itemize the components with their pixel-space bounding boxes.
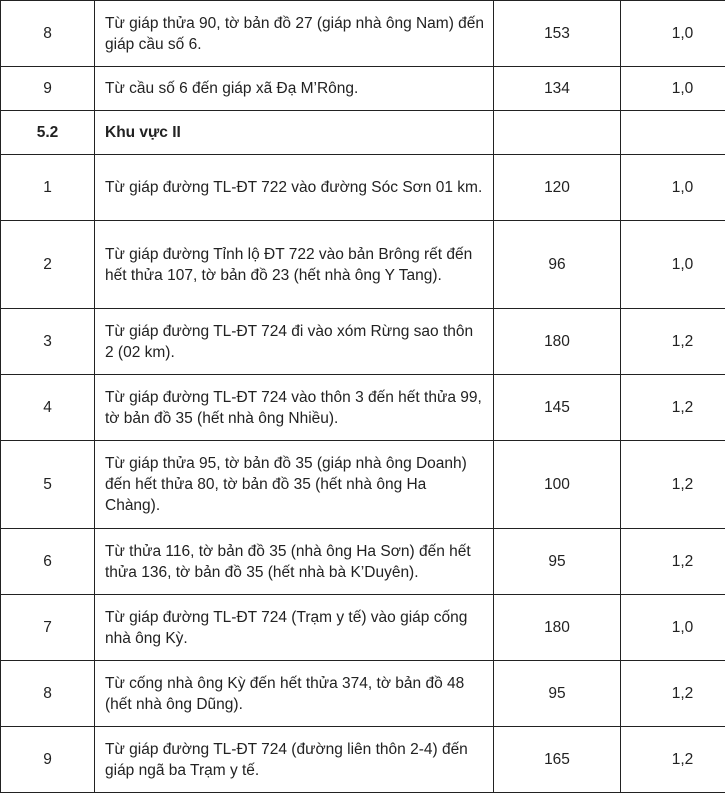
row-number-cell: 3 xyxy=(1,309,95,375)
coefficient-cell: 1,0 xyxy=(621,155,725,221)
row-number-cell: 4 xyxy=(1,375,95,441)
table-row xyxy=(1,155,725,221)
coefficient-cell: 1,0 xyxy=(621,1,725,67)
price-cell xyxy=(494,111,621,155)
table-body xyxy=(1,1,725,793)
road-segment-cell: Từ giáp đường TL-ĐT 724 vào thôn 3 đến hết thửa 99, tờ bản đồ 35 (hết nhà ông Nhiều). xyxy=(95,375,494,441)
price-cell: 95 xyxy=(494,529,621,595)
road-segment-cell: Từ giáp thửa 90, tờ bản đồ 27 (giáp nhà ông Nam) đến giáp cầu số 6. xyxy=(95,1,494,67)
road-segment-cell: Từ giáp đường TL-ĐT 724 đi vào xóm Rừng sao thôn 2 (02 km). xyxy=(95,309,494,375)
table-row xyxy=(1,67,725,111)
road-segment-cell: Từ thửa 116, tờ bản đồ 35 (nhà ông Ha Sơn) đến hết thửa 136, tờ bản đồ 35 (hết nhà bà K’Duyên). xyxy=(95,529,494,595)
road-segment-cell: Từ giáp đường TL-ĐT 724 (Trạm y tế) vào giáp cống nhà ông Kỳ. xyxy=(95,595,494,661)
price-cell: 145 xyxy=(494,375,621,441)
road-segment-cell: Từ cầu số 6 đến giáp xã Đạ M’Rông. xyxy=(95,67,494,111)
price-cell: 100 xyxy=(494,441,621,529)
road-segment-cell: Khu vực II xyxy=(95,111,494,155)
price-cell: 134 xyxy=(494,67,621,111)
road-segment-cell: Từ giáp thửa 95, tờ bản đồ 35 (giáp nhà ông Doanh) đến hết thửa 80, tờ bản đồ 35 (hết nhà ông Ha Chàng). xyxy=(95,441,494,529)
road-segment-cell: Từ giáp đường TL-ĐT 724 (đường liên thôn 2-4) đến giáp ngã ba Trạm y tế. xyxy=(95,727,494,793)
row-number-cell: 8 xyxy=(1,1,95,67)
table-row xyxy=(1,595,725,661)
table-row xyxy=(1,727,725,793)
coefficient-cell: 1,2 xyxy=(621,309,725,375)
road-segment-cell: Từ cống nhà ông Kỳ đến hết thửa 374, tờ bản đồ 48 (hết nhà ông Dũng). xyxy=(95,661,494,727)
price-cell: 180 xyxy=(494,595,621,661)
row-number-cell: 2 xyxy=(1,221,95,309)
coefficient-cell: 1,2 xyxy=(621,375,725,441)
row-number-cell: 5.2 xyxy=(1,111,95,155)
price-cell: 120 xyxy=(494,155,621,221)
coefficient-cell: 1,0 xyxy=(621,67,725,111)
coefficient-cell: 1,0 xyxy=(621,595,725,661)
coefficient-cell: 1,2 xyxy=(621,529,725,595)
road-segment-cell: Từ giáp đường Tỉnh lộ ĐT 722 vào bản Brông rết đến hết thửa 107, tờ bản đồ 23 (hết nhà ông Y Tang). xyxy=(95,221,494,309)
row-number-cell: 8 xyxy=(1,661,95,727)
table-row xyxy=(1,309,725,375)
coefficient-cell xyxy=(621,111,725,155)
coefficient-cell: 1,0 xyxy=(621,221,725,309)
row-number-cell: 9 xyxy=(1,727,95,793)
coefficient-cell: 1,2 xyxy=(621,727,725,793)
coefficient-cell: 1,2 xyxy=(621,441,725,529)
table-row xyxy=(1,529,725,595)
row-number-cell: 9 xyxy=(1,67,95,111)
section-header-row xyxy=(1,111,725,155)
table-row xyxy=(1,661,725,727)
price-cell: 180 xyxy=(494,309,621,375)
price-cell: 165 xyxy=(494,727,621,793)
coefficient-cell: 1,2 xyxy=(621,661,725,727)
road-segment-cell: Từ giáp đường TL-ĐT 722 vào đường Sóc Sơn 01 km. xyxy=(95,155,494,221)
row-number-cell: 1 xyxy=(1,155,95,221)
row-number-cell: 6 xyxy=(1,529,95,595)
table-row xyxy=(1,375,725,441)
row-number-cell: 5 xyxy=(1,441,95,529)
price-cell: 95 xyxy=(494,661,621,727)
price-cell: 153 xyxy=(494,1,621,67)
table-row xyxy=(1,441,725,529)
row-number-cell: 7 xyxy=(1,595,95,661)
table-row xyxy=(1,221,725,309)
price-cell: 96 xyxy=(494,221,621,309)
table-row xyxy=(1,1,725,67)
